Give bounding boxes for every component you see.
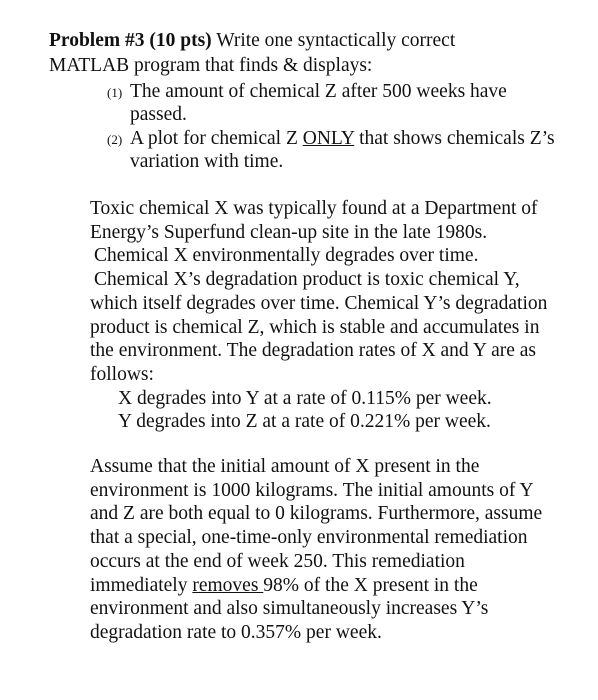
paragraph-line: environment is 1000 kilograms. The initial amounts of Y — [90, 479, 534, 501]
paragraph-line: Assume that the initial amount of X present in the — [90, 456, 480, 477]
problem-title: Problem #3 (10 pts) — [49, 30, 212, 51]
requirement-text-line1 — [130, 127, 587, 150]
paragraph-line: environment and also simultaneously increases Y’s — [90, 598, 489, 620]
rate-line-y: Y degrades into Z at a rate of 0.221% per week. — [118, 411, 491, 433]
remove-line-post: 98% of the X present in the — [263, 574, 478, 596]
requirement-text-line2: variation with time. — [130, 151, 284, 172]
paragraph-line: Energy’s Superfund clean-up site in the late 1980s. — [90, 221, 488, 243]
paragraph-line: product is chemical Z, which is stable and accumulates in — [90, 316, 540, 338]
remove-line-pre: immediately — [90, 574, 193, 596]
underlined-only: ONLY — [302, 128, 355, 149]
problem-instruction-line2: MATLAB program that finds & displays: — [49, 55, 373, 76]
paragraph-line: the environment. The degradation rates of X and Y are as — [90, 340, 536, 362]
requirement-text-post: that shows chemicals Z’s — [354, 128, 555, 149]
paragraph-line: which itself degrades over time. Chemical Y’s degradation — [90, 292, 548, 314]
paragraph-line: Toxic chemical X was typically found at a Department of — [90, 198, 538, 219]
paragraph-line: that a special, one-time-only environmental remediation — [90, 527, 528, 549]
requirement-number: (1) — [107, 85, 123, 100]
paragraph-line: Chemical X environmentally degrades over time. — [94, 245, 479, 267]
background-paragraph — [90, 197, 585, 434]
requirement-text-line1: The amount of chemical Z after 500 weeks have — [130, 81, 507, 102]
paragraph-line: occurs at the end of week 250. This remediation — [90, 550, 465, 572]
requirement-item-2 — [107, 127, 587, 173]
paragraph-line: and Z are both equal to 0 kilograms. Furthermore, assume — [90, 503, 543, 525]
requirement-number: (2) — [107, 132, 123, 147]
paragraph-line — [90, 574, 585, 598]
paragraph-line: Chemical X’s degradation product is toxic chemical Y, — [94, 269, 520, 291]
underlined-removes: removes — [192, 574, 264, 596]
requirement-text-line2: passed. — [130, 104, 187, 125]
requirement-item-1 — [107, 80, 587, 126]
problem-instruction: Write one syntactically correct — [211, 30, 456, 51]
problem-header — [49, 28, 589, 78]
requirements-list — [107, 80, 587, 174]
rate-line-x: X degrades into Y at a rate of 0.115% per week. — [118, 387, 492, 409]
paragraph-line: degradation rate to 0.357% per week. — [90, 621, 382, 643]
assumptions-paragraph — [90, 455, 585, 645]
requirement-text-pre: A plot for chemical Z — [130, 128, 303, 149]
paragraph-line: follows: — [90, 363, 154, 385]
